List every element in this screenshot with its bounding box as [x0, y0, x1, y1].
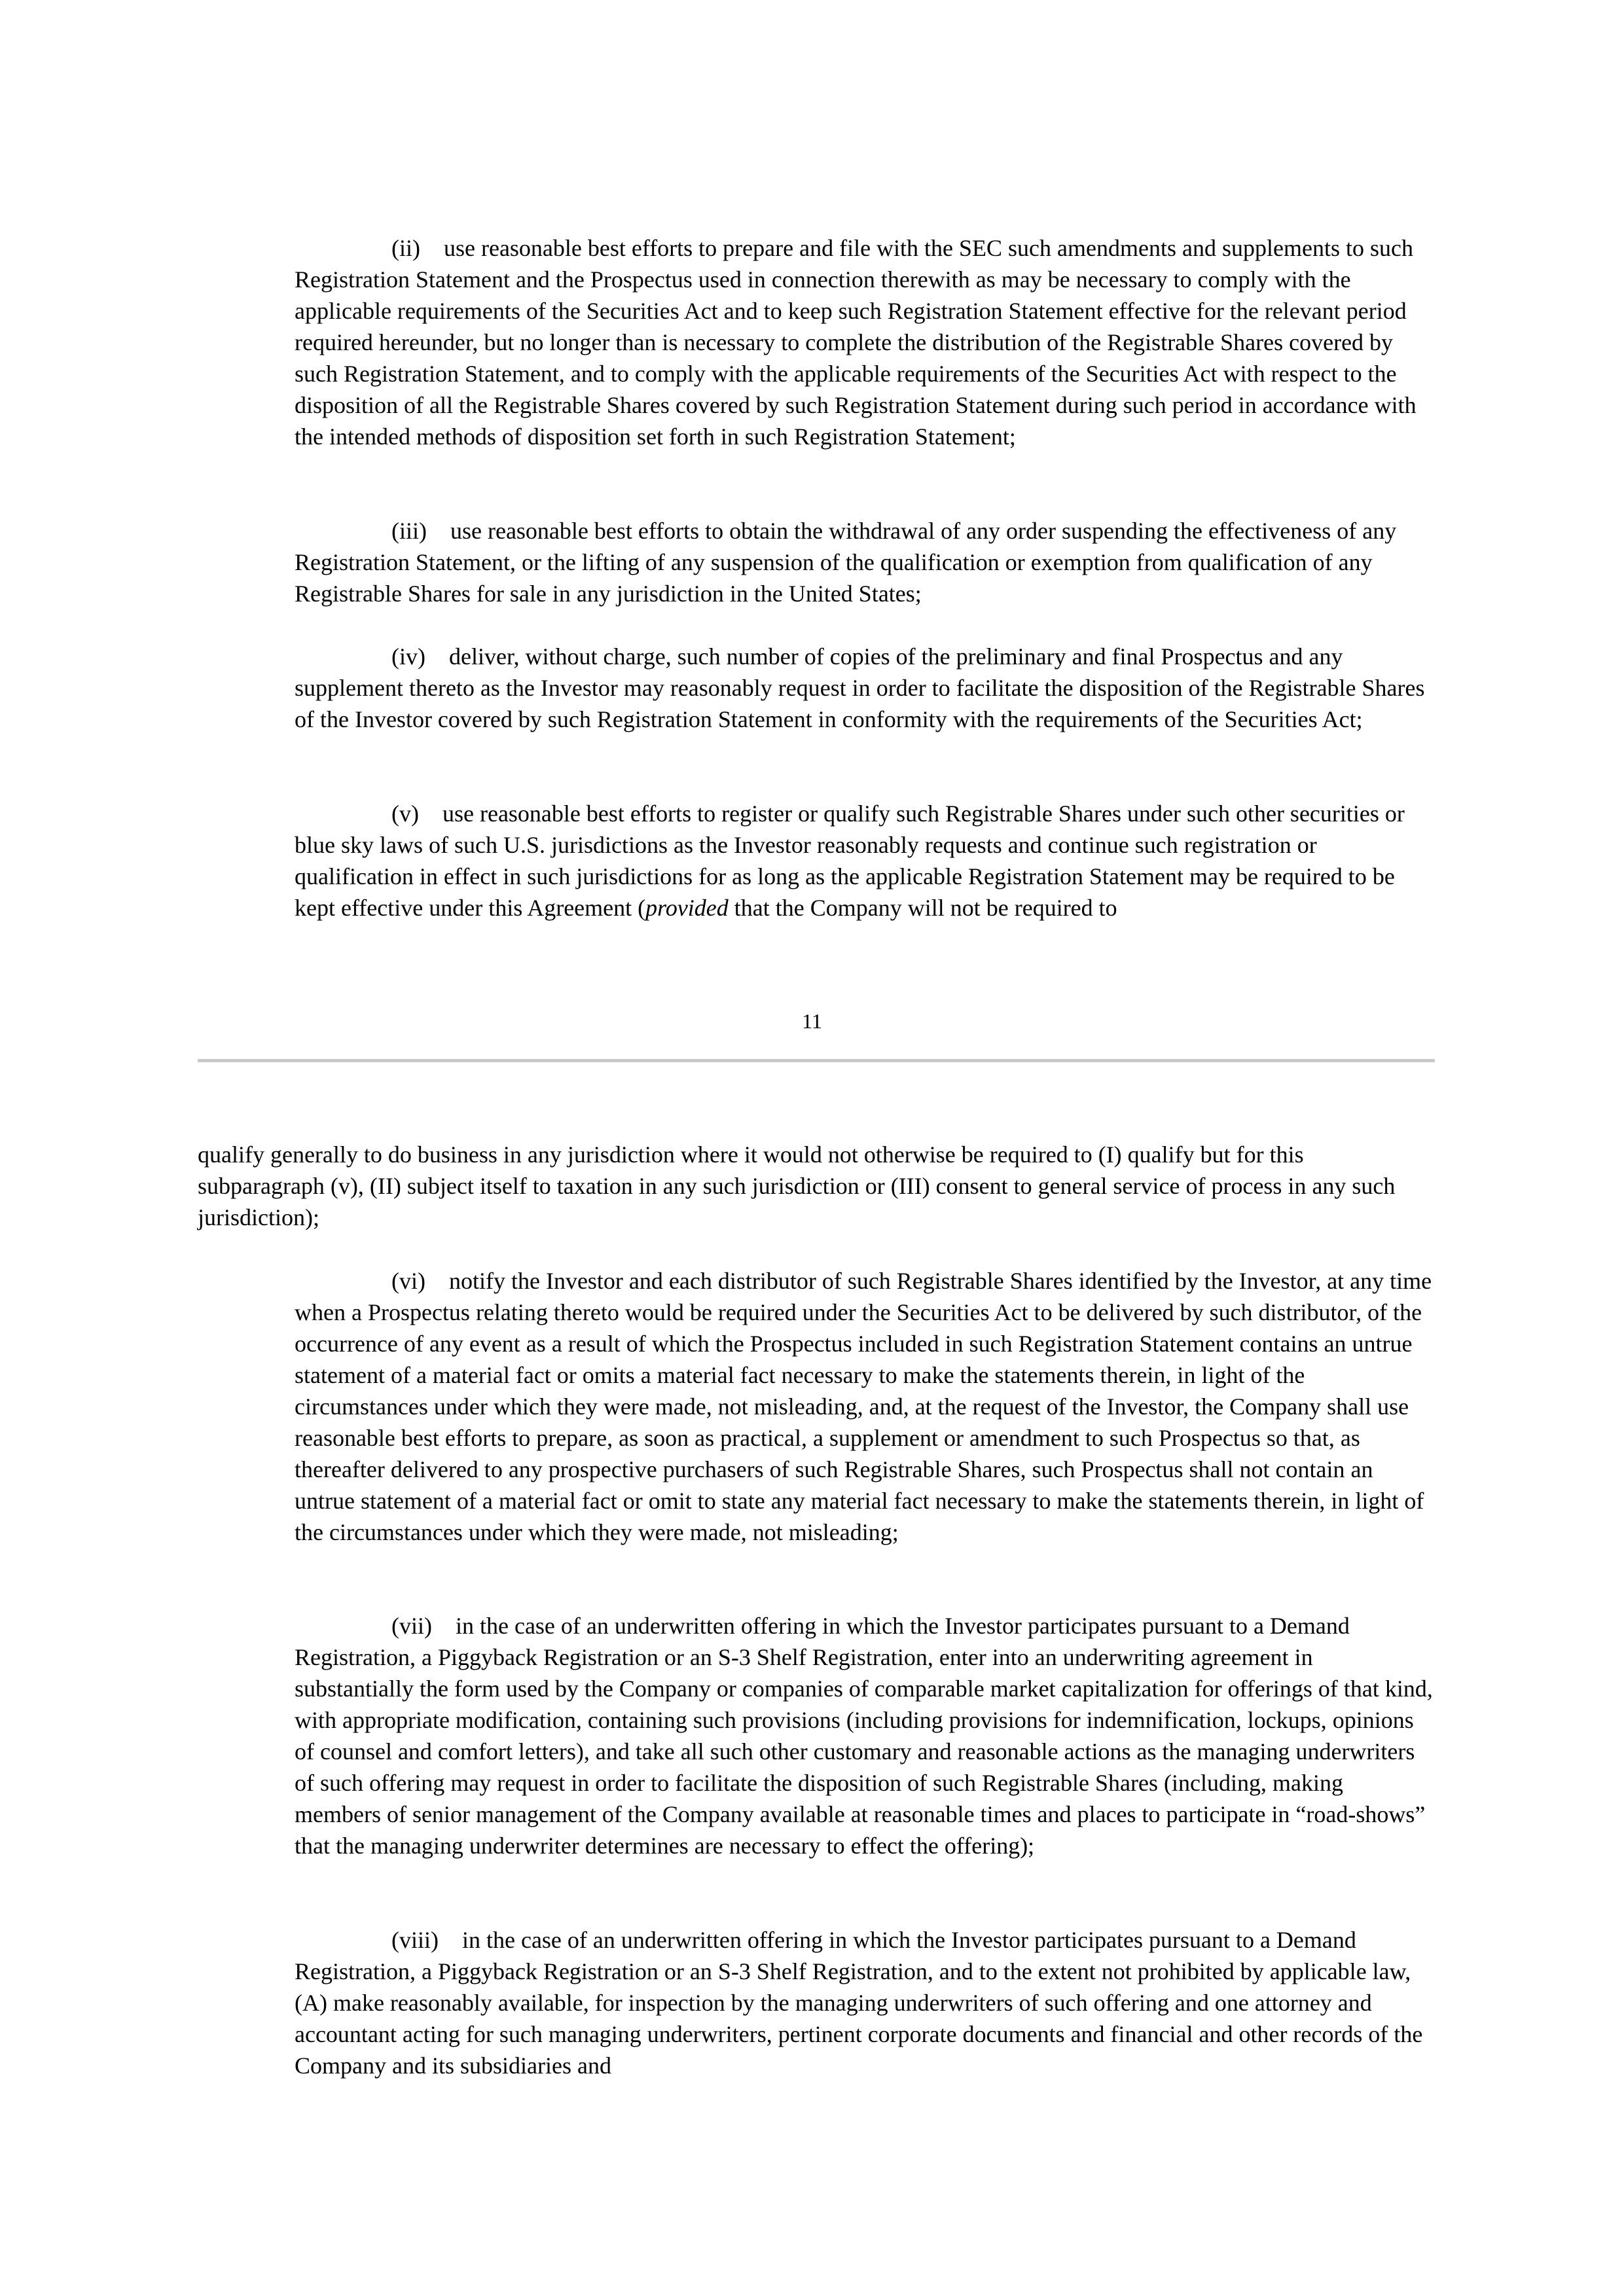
- clause-viii: [295, 1924, 1434, 2081]
- clause-v: [295, 798, 1434, 924]
- clause-ii: [295, 232, 1434, 452]
- clause-text: deliver, without charge, such number of copies of the preliminary and final Prospectus and any supplement thereto as the Investor may reasonably request in order to facilitate the disposition of the Registrable Shares of the Investor covered by such Registration Statement in conformity with the requirements of the Securities Act;: [295, 643, 1425, 732]
- clause-italic-term: provided: [645, 895, 729, 921]
- page-number: 11: [802, 1009, 822, 1033]
- clause-text: notify the Investor and each distributor of such Registrable Shares identified by the Investor, at any time when a Prospectus relating thereto would be required under the Securities Act to be delivered by such distributor, of the occurrence of any event as a result of which the Prospectus included in such Registration Statement contains an untrue statement of a material fact or omits a material fact necessary to make the statements therein, in light of the circumstances under which they were made, not misleading, and, at the request of the Investor, the Company shall use reasonable best efforts to prepare, as soon as practical, a supplement or amendment to such Prospectus so that, as thereafter delivered to any prospective purchasers of such Registrable Shares, such Prospectus shall not contain an untrue statement of a material fact or omit to state any material fact necessary to make the statements therein, in light of the circumstances under which they were made, not misleading;: [295, 1268, 1432, 1545]
- clause-number: (viii): [391, 1927, 439, 1953]
- clause-text: in the case of an underwritten offering in which the Investor participates pursuant to a Demand Registration, a Piggyback Registration or an S-3 Shelf Registration, enter into an underwriting agreement in substantially the form used by the Company or companies of comparable market capitalization for offerings of that kind, with appropriate modification, containing such provisions (including provisions for indemnification, lockups, opinions of counsel and comfort letters), and take all such other customary and reasonable actions as the managing underwriters of such offering may request in order to facilitate the disposition of such Registrable Shares (including, making members of senior management of the Company available at reasonable times and places to participate in “road-shows” that the managing underwriter determines are necessary to effect the offering);: [295, 1613, 1433, 1859]
- clause-vi: [295, 1265, 1434, 1548]
- clause-number: (iv): [391, 643, 425, 670]
- clause-iv: [295, 641, 1434, 735]
- clause-v-continuation: [198, 1139, 1434, 1233]
- clause-text: use reasonable best efforts to prepare and file with the SEC such amendments and supplements to such Registration Statement and the Prospectus used in connection therewith as may be necessary to comply with the applicable requirements of the Securities Act and to keep such Registration Statement effective for the relevant period required hereunder, but no longer than is necessary to complete the distribution of the Registrable Shares covered by such Registration Statement, and to comply with the applicable requirements of the Securities Act with respect to the disposition of all the Registrable Shares covered by such Registration Statement during such period in accordance with the intended methods of disposition set forth in such Registration Statement;: [295, 235, 1416, 450]
- page-divider: [198, 1059, 1435, 1062]
- clause-number: (iii): [391, 518, 427, 544]
- clause-text-cont: that the Company will not be required to: [728, 895, 1117, 921]
- clause-iii: [295, 515, 1434, 609]
- clause-vii: [295, 1610, 1434, 1861]
- clause-number: (ii): [391, 235, 420, 261]
- continuation-text: qualify generally to do business in any jurisdiction where it would not otherwise be required to (I) qualify but for this subparagraph (v), (II) subject itself to taxation in any such jurisdiction or (III) consent to general service of process in any such jurisdiction);: [198, 1141, 1396, 1230]
- clause-text: use reasonable best efforts to register or qualify such Registrable Shares under such other securities or blue sky laws of such U.S. jurisdictions as the Investor reasonably requests and continue such registration or qualification in effect in such jurisdictions for as long as the applicable Registration Statement may be required to be kept effective under this Agreement (: [295, 800, 1405, 921]
- clause-number: (v): [391, 800, 419, 827]
- clause-number: (vii): [391, 1613, 432, 1639]
- clause-text: use reasonable best efforts to obtain the withdrawal of any order suspending the effectiveness of any Registration Statement, or the lifting of any suspension of the qualification or exemption from qualification of any Registrable Shares for sale in any jurisdiction in the United States;: [295, 518, 1397, 607]
- clause-number: (vi): [391, 1268, 425, 1294]
- clause-text: in the case of an underwritten offering in which the Investor participates pursuant to a Demand Registration, a Piggyback Registration or an S-3 Shelf Registration, and to the extent not prohibited by applicable law, (A) make reasonably available, for inspection by the managing underwriters of such offering and one attorney and accountant acting for such managing underwriters, pertinent corporate documents and financial and other records of the Company and its subsidiaries and: [295, 1927, 1423, 2079]
